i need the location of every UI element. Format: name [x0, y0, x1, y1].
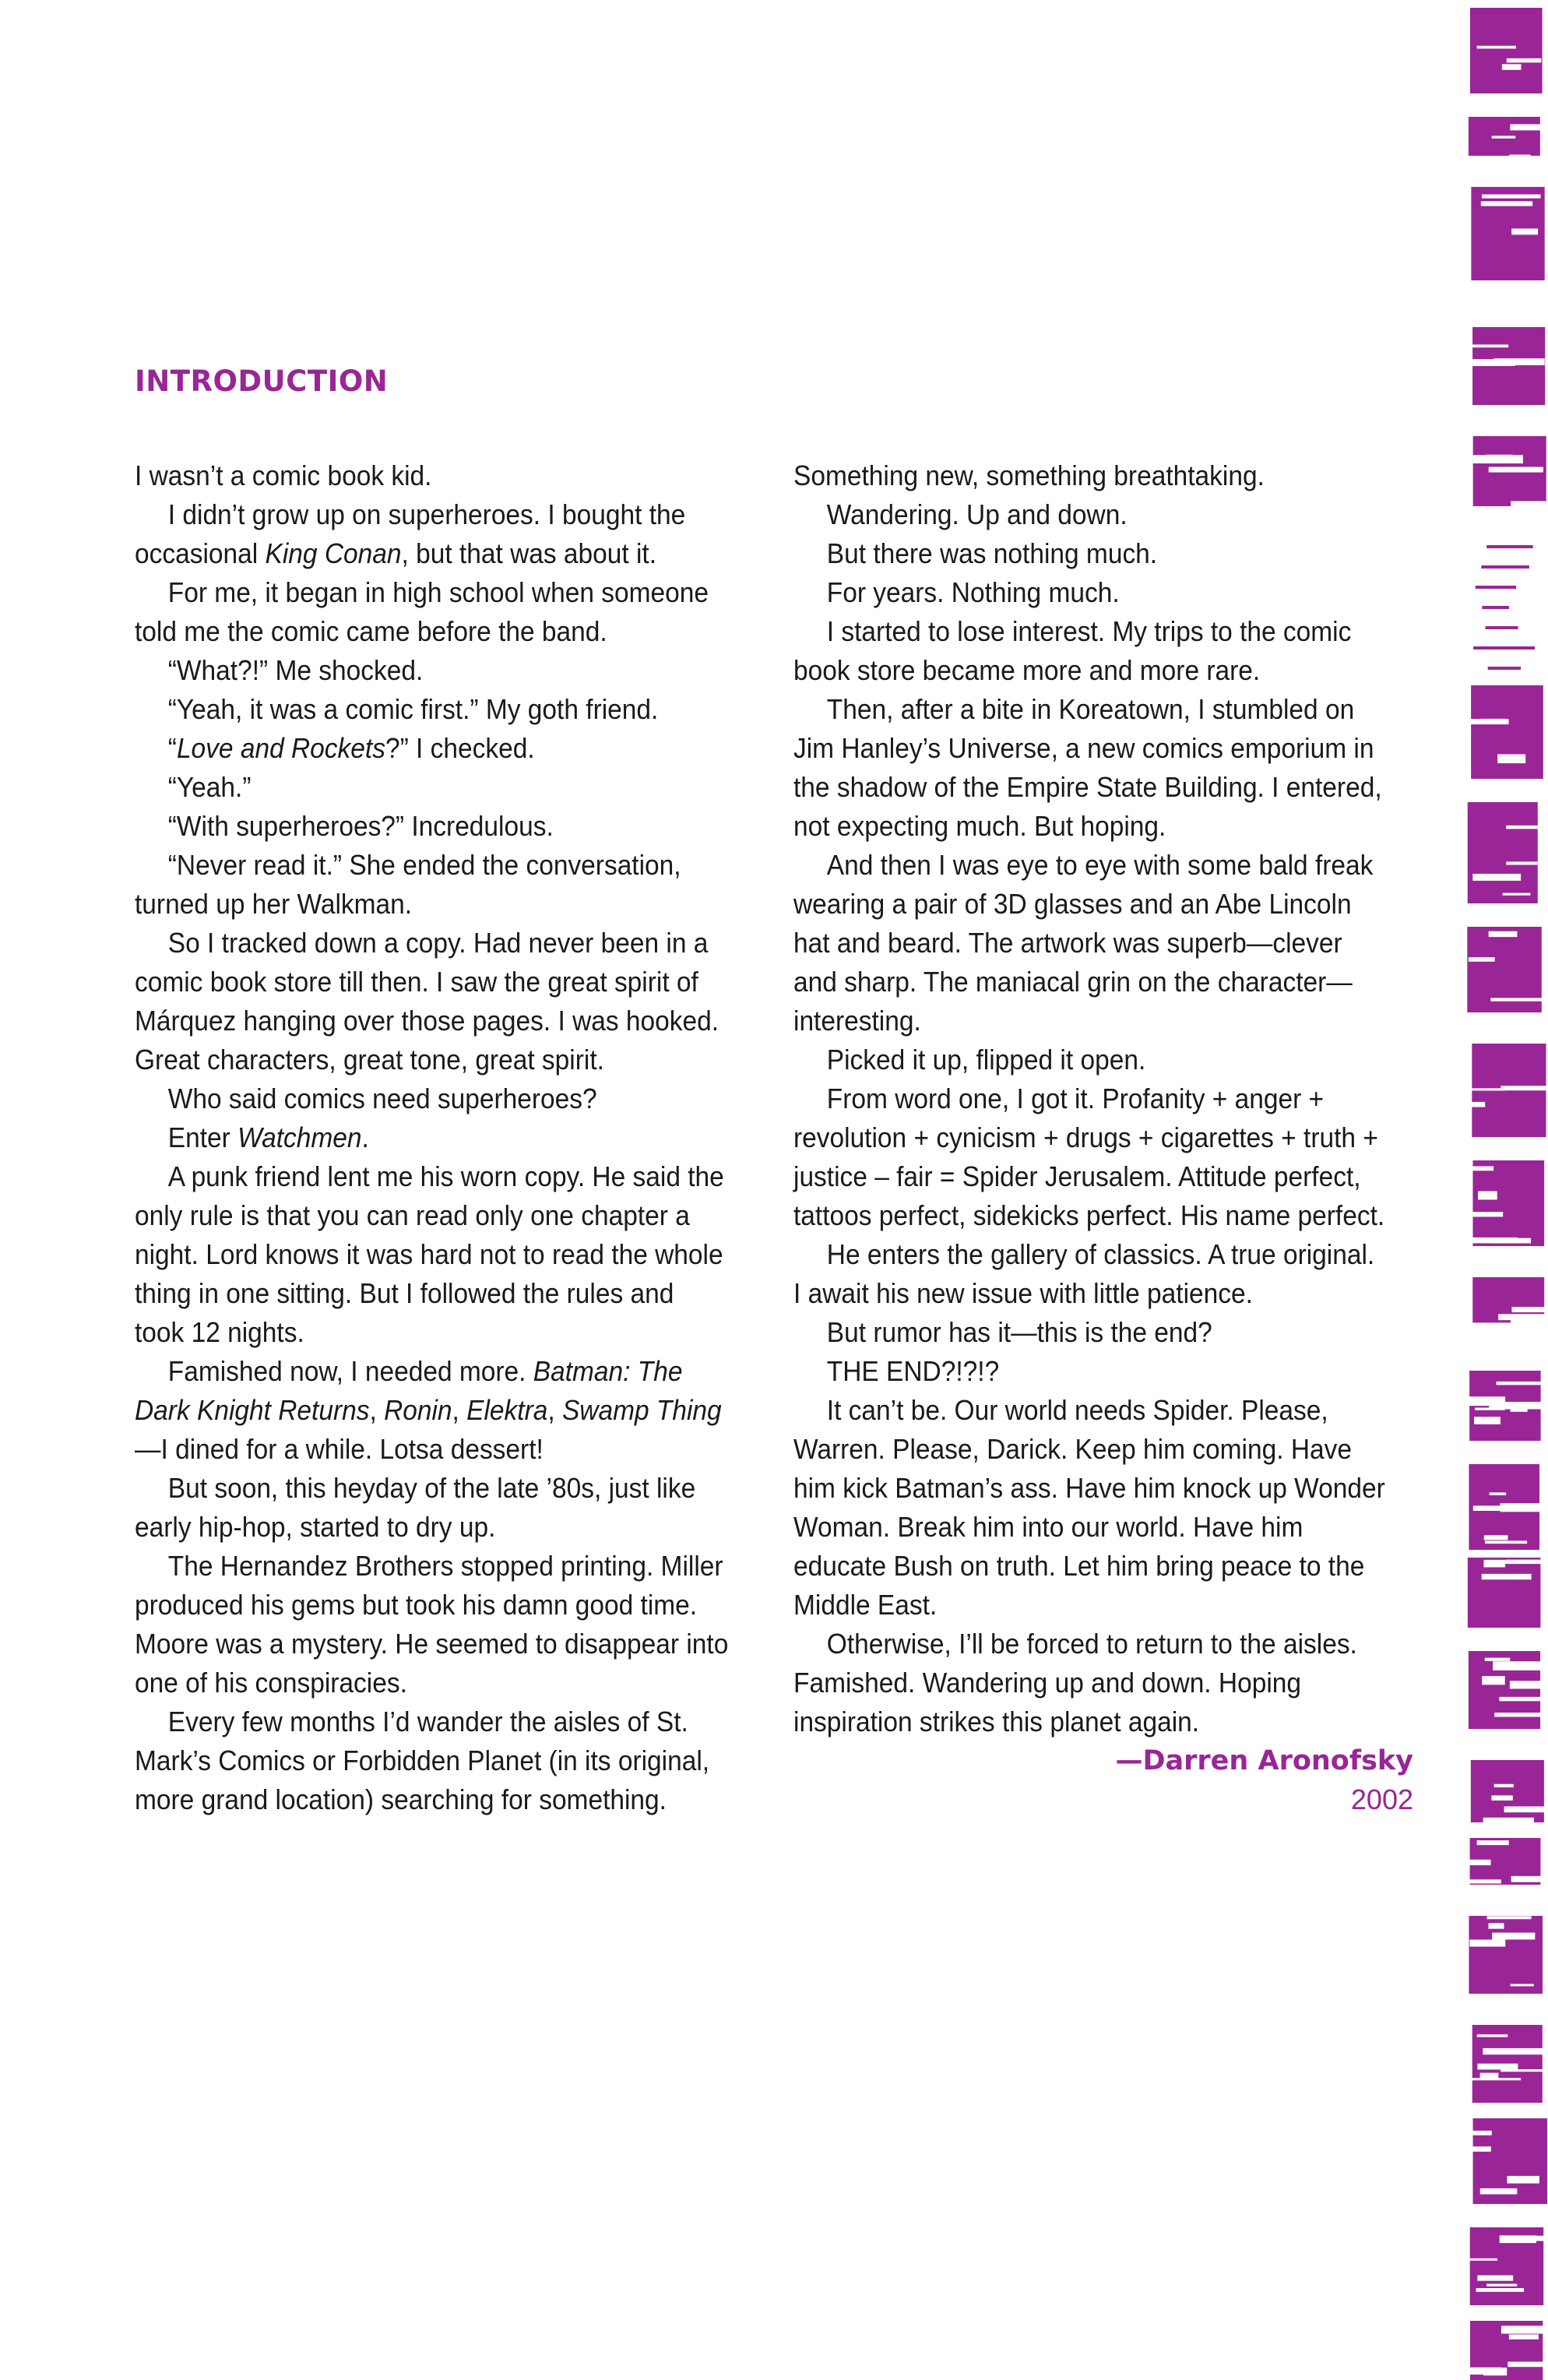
- edge-streak: [1485, 1658, 1511, 1661]
- paragraph: [135, 690, 729, 729]
- text-column-left: [135, 456, 729, 1819]
- text-run: So I tracked down a copy. Had never been in a comic book store till then. I saw the great spirit of Márquez hanging over those pages. I was hooked. Great characters, great tone, great spirit.: [135, 927, 719, 1076]
- edge-streak: [1472, 344, 1508, 347]
- edge-streak: [1481, 201, 1532, 206]
- edge-streak: [1507, 58, 1542, 63]
- paragraph: [793, 1625, 1388, 1741]
- edge-streak: [1498, 1314, 1548, 1320]
- edge-streak: [1482, 195, 1541, 199]
- text-run: For me, it began in high school when someone told me the comic came before the band.: [135, 576, 709, 647]
- edge-streak: [1475, 1407, 1505, 1410]
- edge-dash: [1482, 606, 1509, 609]
- edge-block: [1468, 1558, 1541, 1628]
- edge-streak: [1483, 2048, 1543, 2054]
- text-run: Every few months I’d wander the aisles of St. Mark’s Comics or Forbidden Planet (in its original, more grand location) searching for something.: [135, 1706, 710, 1815]
- text-run: It can’t be. Our world needs Spider. Please, Warren. Please, Darick. Keep him coming. Have him kick Batman’s ass. Have him knock up Wonder Woman. Break him into our world. Have him educate Bush on truth. Let him bring peace to the Middle East.: [793, 1394, 1385, 1621]
- edge-streak: [1472, 874, 1521, 881]
- edge-block: [1468, 802, 1538, 903]
- edge-streak: [1500, 1503, 1541, 1512]
- edge-streak: [1511, 1876, 1548, 1882]
- edge-streak: [1483, 1560, 1505, 1568]
- edge-streak: [1489, 931, 1518, 937]
- signature-year: 2002: [1350, 1783, 1413, 1815]
- edge-streak: [1488, 1923, 1504, 1928]
- edge-streak: [1478, 1192, 1497, 1200]
- edge-streak: [1501, 2069, 1548, 2072]
- paragraph: [135, 1079, 729, 1118]
- text-run: And then I was eye to eye with some bald freak wearing a pair of 3D glasses and an Abe Lincoln hat and beard. The artwork was superb—clever and sharp. The maniacal grin on the character—interesting.: [793, 849, 1374, 1037]
- text-run: But rumor has it—this is the end?: [826, 1316, 1212, 1348]
- edge-dash: [1488, 667, 1521, 670]
- text-column-right: [793, 456, 1388, 1741]
- edge-streak: [1480, 2188, 1518, 2195]
- edge-streak: [1485, 1540, 1527, 1544]
- edge-streak: [1473, 1505, 1501, 1511]
- paragraph: [135, 768, 729, 807]
- edge-streak: [1471, 1238, 1518, 1243]
- edge-streak: [1469, 2259, 1497, 2261]
- text-run: From word one, I got it. Profanity + anger + revolution + cynicism + drugs + cigarettes + truth + justice – fair = Spider Jerusalem. Attitude perfect, tattoos perfect, sidekicks perfect. His name perfect.: [793, 1083, 1385, 1231]
- edge-streak: [1501, 1086, 1548, 1090]
- paragraph: [135, 729, 729, 768]
- edge-streak: [1492, 1933, 1535, 1940]
- text-run: For years. Nothing much.: [826, 576, 1120, 608]
- edge-streak: [1505, 1560, 1546, 1565]
- italic-title: Batman: The Dark Knight Returns: [135, 1355, 683, 1426]
- paragraph: [793, 534, 1388, 573]
- paragraph: [793, 573, 1388, 612]
- edge-streak: [1509, 154, 1530, 160]
- italic-title: Elektra: [466, 1394, 548, 1426]
- italic-title: Ronin: [384, 1394, 452, 1426]
- edge-streak: [1500, 2235, 1536, 2243]
- paragraph: [135, 1118, 729, 1157]
- italic-title: King Conan: [265, 537, 402, 569]
- edge-streak: [1511, 1984, 1534, 1986]
- edge-streak: [1492, 136, 1516, 138]
- edge-block: [1470, 8, 1543, 93]
- text-run: I wasn’t a comic book kid.: [135, 459, 432, 491]
- edge-streak: [1467, 1212, 1503, 1216]
- edge-streak: [1507, 2176, 1539, 2184]
- edge-streak: [1511, 228, 1538, 234]
- paragraph: [135, 807, 729, 846]
- signature-block: [1115, 1741, 1413, 1819]
- edge-streak: [1511, 501, 1548, 509]
- text-run: A punk friend lent me his worn copy. He said the only rule is that you can read only one chapter a night. Lord knows it was hard not to read the whole thing in one sitting. But I followed the rules and took 12 nights.: [135, 1160, 724, 1348]
- edge-streak: [1483, 1818, 1534, 1826]
- edge-streak: [1491, 1795, 1512, 1801]
- edge-block: [1471, 1760, 1544, 1822]
- edge-streak: [1472, 455, 1523, 463]
- edge-streak: [1469, 1879, 1501, 1883]
- edge-dash: [1481, 565, 1529, 569]
- edge-dash: [1486, 545, 1533, 548]
- edge-streak: [1511, 1307, 1548, 1312]
- author-name: —Darren Aronofsky: [1115, 1745, 1413, 1776]
- edge-streak: [1468, 359, 1515, 366]
- edge-streak: [1511, 1407, 1528, 1412]
- edge-block: [1469, 1916, 1543, 1994]
- paragraph: [793, 846, 1388, 1040]
- text-run: Who said comics need superheroes?: [167, 1083, 597, 1114]
- paragraph: [135, 924, 729, 1079]
- edge-streak: [1471, 1088, 1506, 1090]
- text-run: , but that was about it.: [401, 537, 657, 569]
- edge-streak: [1469, 2131, 1492, 2135]
- edge-dash: [1486, 626, 1518, 629]
- text-run: “With superheroes?” Incredulous.: [167, 810, 554, 842]
- paragraph: [793, 1313, 1388, 1352]
- paragraph: [793, 1235, 1388, 1313]
- section-heading: INTRODUCTION: [135, 364, 389, 398]
- edge-streak: [1469, 957, 1495, 962]
- text-run: “Never read it.” She ended the conversation, turned up her Walkman.: [135, 849, 681, 920]
- text-run: “Yeah, it was a comic first.” My goth friend.: [167, 693, 659, 725]
- decorative-edge-strip: [1465, 0, 1548, 2380]
- text-run: Something new, something breathtaking.: [793, 459, 1265, 491]
- edge-streak: [1510, 1681, 1548, 1688]
- text-run: “: [167, 732, 177, 764]
- edge-streak: [1477, 2064, 1518, 2070]
- text-run: Enter: [167, 1121, 238, 1153]
- text-run: THE END?!?!?: [826, 1355, 1000, 1387]
- text-run: I started to lose interest. My trips to the comic book store became more and more rare.: [793, 615, 1352, 686]
- edge-dash: [1473, 646, 1535, 650]
- text-run: “What?!” Me shocked.: [167, 654, 424, 686]
- edge-streak: [1468, 1860, 1490, 1865]
- edge-streak: [1477, 1840, 1509, 1845]
- paragraph: [135, 495, 729, 573]
- text-run: He enters the gallery of classics. A true original. I await his new issue with little patience.: [793, 1238, 1375, 1309]
- italic-title: Love and Rockets: [176, 732, 385, 764]
- edge-streak: [1506, 861, 1543, 864]
- edge-streak: [1465, 1102, 1485, 1107]
- edge-streak: [1477, 2276, 1513, 2281]
- edge-streak: [1469, 1322, 1511, 1329]
- edge-streak: [1501, 2325, 1548, 2333]
- text-run: But there was nothing much.: [826, 537, 1158, 569]
- text-run: “Yeah.”: [167, 771, 252, 803]
- paragraph: [135, 1469, 729, 1547]
- text-run: ,: [452, 1394, 467, 1426]
- text-run: The Hernandez Brothers stopped printing. Miller produced his gems but took his damn good time. Moore was a mystery. He seemed to disappear into one of his conspiracies.: [135, 1550, 729, 1699]
- edge-streak: [1490, 998, 1546, 1001]
- edge-streak: [1468, 1396, 1505, 1406]
- edge-streak: [1506, 826, 1548, 829]
- edge-streak: [1482, 1574, 1532, 1579]
- edge-dash: [1476, 586, 1516, 589]
- edge-block: [1472, 1160, 1544, 1246]
- paragraph: [135, 1702, 729, 1819]
- edge-streak: [1477, 46, 1516, 49]
- edge-streak: [1490, 1492, 1507, 1495]
- paragraph: [135, 1547, 729, 1702]
- edge-streak: [1503, 893, 1531, 896]
- edge-streak: [1482, 1676, 1505, 1685]
- edge-streak: [1504, 1806, 1545, 1812]
- edge-streak: [1499, 1697, 1548, 1701]
- edge-streak: [1483, 2368, 1507, 2375]
- edge-streak: [1497, 1382, 1544, 1385]
- edge-block: [1471, 685, 1543, 779]
- paragraph: [793, 1391, 1388, 1625]
- edge-streak: [1489, 466, 1543, 472]
- text-run: ,: [369, 1394, 385, 1426]
- edge-streak: [1471, 2146, 1491, 2152]
- paragraph: [793, 456, 1388, 495]
- text-run: —I dined for a while. Lotsa dessert!: [135, 1433, 544, 1465]
- edge-streak: [1509, 2334, 1539, 2339]
- text-run: .: [361, 1121, 369, 1153]
- edge-streak: [1486, 2283, 1517, 2286]
- paragraph: [793, 690, 1388, 846]
- edge-streak: [1487, 1916, 1532, 1919]
- paragraph: [793, 1079, 1388, 1235]
- text-run: Wandering. Up and down.: [826, 498, 1128, 530]
- paragraph: [135, 1157, 729, 1352]
- paragraph: [793, 612, 1388, 690]
- paragraph: [793, 1352, 1388, 1391]
- text-run: Famished now, I needed more.: [167, 1355, 533, 1387]
- text-run: ,: [547, 1394, 562, 1426]
- paragraph: [135, 1352, 729, 1469]
- text-run: ?” I checked.: [385, 732, 535, 764]
- paragraph: [135, 846, 729, 924]
- text-run: Otherwise, I’ll be forced to return to the aisles. Famished. Wandering up and down. Hoping inspiration strikes this planet again.: [793, 1628, 1357, 1737]
- text-run: Picked it up, flipped it open.: [826, 1044, 1146, 1076]
- edge-streak: [1477, 2034, 1508, 2037]
- edge-streak: [1469, 1940, 1505, 1947]
- paragraph: [135, 651, 729, 690]
- italic-title: Swamp Thing: [561, 1394, 722, 1426]
- paragraph: [793, 495, 1388, 534]
- edge-streak: [1510, 124, 1545, 130]
- edge-streak: [1465, 719, 1508, 724]
- text-run: I didn’t grow up on superheroes. I bought the occasional: [135, 498, 686, 569]
- edge-streak: [1502, 64, 1522, 69]
- paragraph: [135, 456, 729, 495]
- edge-streak: [1494, 1713, 1543, 1716]
- edge-streak: [1493, 1661, 1542, 1671]
- edge-streak: [1474, 1417, 1501, 1424]
- edge-streak: [1484, 1535, 1508, 1540]
- paragraph: [793, 1040, 1388, 1079]
- edge-streak: [1472, 2078, 1521, 2080]
- italic-title: Watchmen: [237, 1121, 362, 1153]
- edge-streak: [1494, 1784, 1514, 1787]
- edge-streak: [1469, 1167, 1493, 1171]
- text-run: But soon, this heyday of the late ’80s, just like early hip-hop, started to dry up.: [135, 1472, 696, 1543]
- edge-streak: [1508, 2362, 1548, 2368]
- edge-streak: [1497, 754, 1525, 763]
- text-run: Then, after a bite in Koreatown, I stumbled on Jim Hanley’s Universe, a new comics emporium in the shadow of the Empire State Building. I entered, not expecting much. But hoping.: [793, 693, 1382, 842]
- edge-streak: [1476, 2288, 1524, 2292]
- paragraph: [135, 573, 729, 651]
